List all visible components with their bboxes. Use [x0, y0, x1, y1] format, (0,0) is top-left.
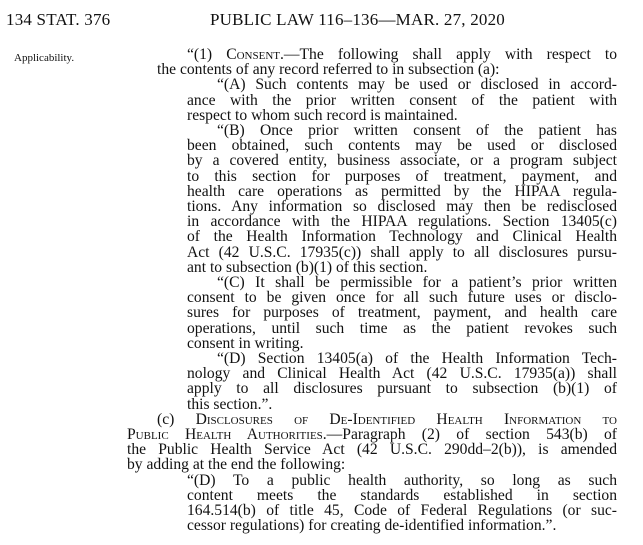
text-run: of the Health Information Technology and Clinical Health	[187, 228, 617, 246]
text-line	[187, 518, 556, 534]
text-run: been obtained, such contents may be used or disclosed	[187, 137, 617, 155]
text-run: consent in writing.	[187, 334, 304, 352]
text-run: in accordance with the HIPAA regulations. Section 13405(c)	[187, 213, 617, 231]
text-run: 164.514(b) of title 45, Code of Federal Regulations (or suc-	[187, 502, 617, 519]
text-run: operations, until such time as the patient revokes such	[187, 319, 617, 337]
text-run: apply to all disclosures pursuant to subsection (b)(1) of	[187, 380, 617, 398]
text-run: cessor regulations) for creating de-identified information.”.	[187, 517, 557, 535]
text-run: the Public Health Service Act (42 U.S.C. 290dd–2(b)), is amended	[127, 441, 617, 459]
text-run: this section.”.	[187, 395, 273, 413]
text-run: the contents of any record referred to in subsection (a):	[157, 61, 500, 79]
text-run: content meets the standards established in section	[187, 486, 617, 504]
text-run: tions. Any information so disclosed may then be redisclosed	[187, 198, 617, 215]
text-run: “(D) Section 13405(a) of the Health Information Tech-	[217, 350, 617, 367]
text-run: ant to subsection (b)(1) of this section.	[187, 258, 428, 276]
text-run: .—Paragraph (2) of section 543(b) of	[322, 426, 617, 443]
text-run: by a covered entity, business associate, or a program subject	[187, 152, 617, 170]
text-run: to this section for purposes of treatment, payment, and	[187, 167, 617, 185]
text-run: “(C) It shall be permissible for a patient’s prior written	[217, 274, 617, 291]
text-run: .—The following shall apply with respect to	[280, 46, 617, 63]
text-run: “(A) Such contents may be used or disclosed in accord-	[217, 76, 617, 94]
page-citation: 134 STAT. 376	[6, 10, 111, 29]
text-run: health care operations as permitted by the HIPAA regula-	[187, 182, 617, 200]
text-run: “(D) To a public health authority, so long as such	[187, 471, 617, 489]
small-caps-heading: Public Health Authorities	[127, 426, 323, 443]
text-run: (c)	[157, 410, 196, 428]
text-run: ance with the prior written consent of the patient with	[187, 91, 617, 109]
text-run: sures for purposes of treatment, payment, and health care	[187, 304, 617, 322]
text-run: by adding at the end the following:	[127, 456, 346, 474]
margin-note: Applicability.	[14, 52, 75, 64]
small-caps-heading: Disclosures of De-Identified Health Information to	[195, 410, 617, 428]
text-run: nology and Clinical Health Act (42 U.S.C. 17935(a)) shall	[187, 365, 617, 383]
text-run: “(B) Once prior written consent of the patient has	[217, 122, 617, 139]
small-caps-heading: Consent	[226, 46, 280, 63]
text-run: “(1)	[187, 46, 227, 63]
text-run: consent to be given once for all such future uses or disclo-	[187, 289, 617, 307]
text-run: respect to whom such record is maintained.	[187, 106, 458, 124]
running-head: PUBLIC LAW 116–136—MAR. 27, 2020	[210, 10, 505, 29]
text-run: Act (42 U.S.C. 17935(c)) shall apply to all disclosures pursu-	[187, 243, 617, 261]
